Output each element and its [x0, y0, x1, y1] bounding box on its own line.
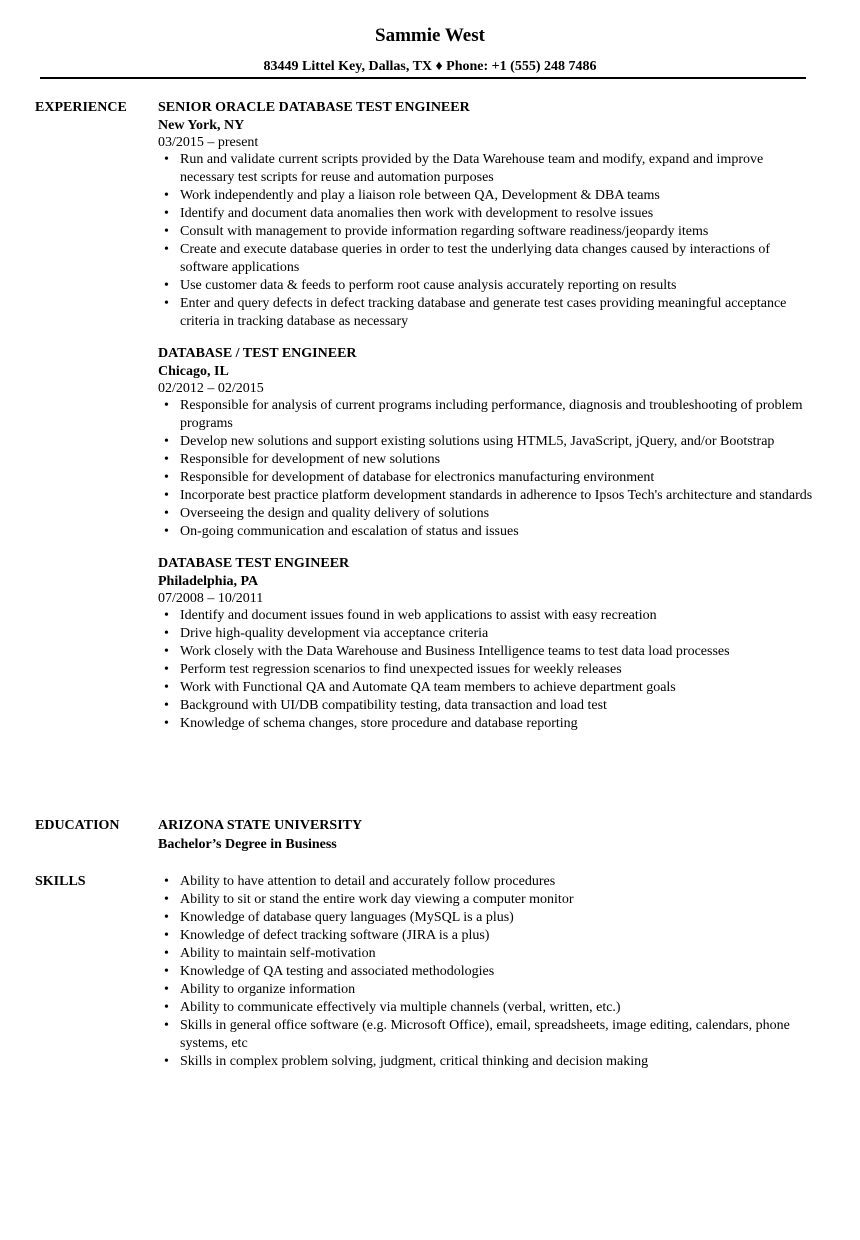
- bullet-item: • Identify and document issues found in web applications to assist with easy recreation: [180, 607, 818, 625]
- section-label-education: EDUCATION: [35, 818, 120, 833]
- job-bullets: [158, 151, 818, 331]
- bullet-item: • Develop new solutions and support existing solutions using HTML5, JavaScript, jQuery, and/or Bootstrap: [180, 433, 818, 451]
- bullet-item: • Enter and query defects in defect tracking database and generate test cases providing meaningful acceptance criteria in tracking database as necessary: [180, 295, 818, 331]
- bullet-item: • Consult with management to provide information regarding software readiness/jeopardy items: [180, 223, 818, 241]
- skill-item: • Knowledge of defect tracking software (JIRA is a plus): [180, 927, 818, 945]
- header-divider: [40, 77, 806, 79]
- candidate-name: Sammie West: [375, 25, 485, 46]
- job-location: Chicago, IL: [158, 364, 229, 379]
- section-label-experience: EXPERIENCE: [35, 100, 127, 115]
- job-location: Philadelphia, PA: [158, 574, 259, 589]
- job-title: DATABASE TEST ENGINEER: [158, 556, 350, 571]
- skill-item: • Knowledge of QA testing and associated methodologies: [180, 963, 818, 981]
- job-bullets: [158, 397, 818, 541]
- bullet-item: • Perform test regression scenarios to find unexpected issues for weekly releases: [180, 661, 818, 679]
- bullet-item: • Create and execute database queries in order to test the underlying data changes caused by interactions of software applications: [180, 241, 818, 277]
- school-name: ARIZONA STATE UNIVERSITY: [158, 818, 363, 833]
- bullet-item: • Overseeing the design and quality delivery of solutions: [180, 505, 818, 523]
- job-entry: [158, 99, 818, 331]
- bullet-item: • Run and validate current scripts provided by the Data Warehouse team and modify, expand and improve necessary test scripts for reuse and automation purposes: [180, 151, 818, 187]
- job-entry: [158, 345, 818, 541]
- bullet-item: • Use customer data & feeds to perform root cause analysis accurately reporting on results: [180, 277, 818, 295]
- skill-item: • Ability to sit or stand the entire work day viewing a computer monitor: [180, 891, 818, 909]
- bullet-item: • Knowledge of schema changes, store procedure and database reporting: [180, 715, 818, 733]
- job-bullets: [158, 607, 818, 733]
- job-dates: 03/2015 – present: [158, 135, 259, 150]
- job-location: New York, NY: [158, 118, 245, 133]
- skill-item: • Ability to organize information: [180, 981, 818, 999]
- skill-item: • Skills in complex problem solving, judgment, critical thinking and decision making: [180, 1053, 818, 1071]
- skill-item: • Skills in general office software (e.g. Microsoft Office), email, spreadsheets, image editing, calendars, phone systems, etc: [180, 1017, 818, 1053]
- degree: Bachelor’s Degree in Business: [158, 837, 337, 852]
- job-title: DATABASE / TEST ENGINEER: [158, 346, 357, 361]
- bullet-item: • Background with UI/DB compatibility testing, data transaction and load test: [180, 697, 818, 715]
- bullet-item: • Responsible for development of new solutions: [180, 451, 818, 469]
- bullet-item: • On-going communication and escalation of status and issues: [180, 523, 818, 541]
- bullet-item: • Work closely with the Data Warehouse and Business Intelligence teams to test data load processes: [180, 643, 818, 661]
- bullet-item: • Work with Functional QA and Automate QA team members to achieve department goals: [180, 679, 818, 697]
- contact-line: 83449 Littel Key, Dallas, TX ♦ Phone: +1 (555) 248 7486: [263, 59, 597, 74]
- skill-item: • Ability to maintain self-motivation: [180, 945, 818, 963]
- skills-list: [158, 873, 818, 1071]
- skill-item: • Knowledge of database query languages (MySQL is a plus): [180, 909, 818, 927]
- bullet-item: • Work independently and play a liaison role between QA, Development & DBA teams: [180, 187, 818, 205]
- bullet-item: • Incorporate best practice platform development standards in adherence to Ipsos Tech's architecture and standards: [180, 487, 818, 505]
- bullet-item: • Responsible for analysis of current programs including performance, diagnosis and troubleshooting of problem programs: [180, 397, 818, 433]
- job-title: SENIOR ORACLE DATABASE TEST ENGINEER: [158, 100, 470, 115]
- bullet-item: • Responsible for development of database for electronics manufacturing environment: [180, 469, 818, 487]
- section-label-skills: SKILLS: [35, 874, 86, 889]
- bullet-item: • Drive high-quality development via acceptance criteria: [180, 625, 818, 643]
- resume-header: [0, 24, 860, 76]
- skill-item: • Ability to have attention to detail and accurately follow procedures: [180, 873, 818, 891]
- job-entry: [158, 555, 818, 733]
- skill-item: • Ability to communicate effectively via multiple channels (verbal, written, etc.): [180, 999, 818, 1017]
- bullet-item: • Identify and document data anomalies then work with development to resolve issues: [180, 205, 818, 223]
- job-dates: 07/2008 – 10/2011: [158, 591, 264, 606]
- job-dates: 02/2012 – 02/2015: [158, 381, 264, 396]
